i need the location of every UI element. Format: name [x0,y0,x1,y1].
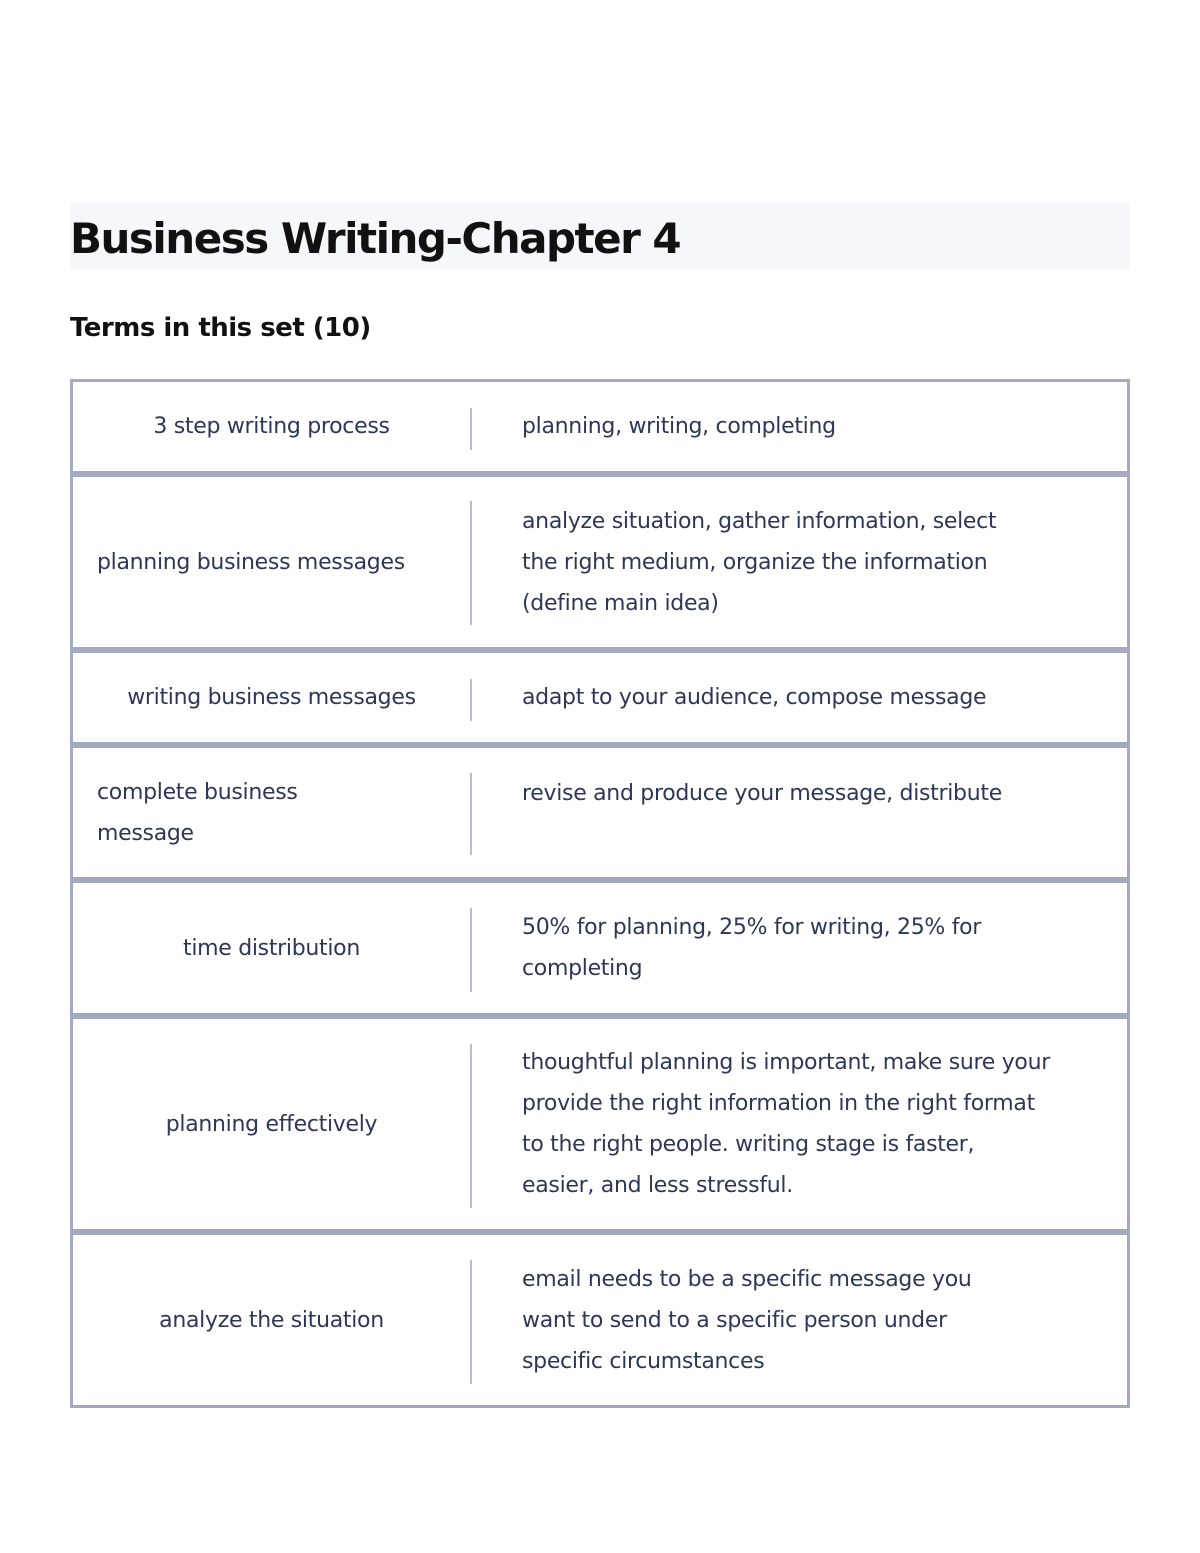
definition-text: email needs to be a specific message you want to send to a specific person under specific circumstances [522,1266,972,1374]
term-row [70,745,1130,880]
term-text: time distribution [183,935,360,961]
term-row [70,650,1130,745]
set-count-heading: Terms in this set (10) [70,313,371,343]
term-row [70,1232,1130,1408]
term-text: analyze the situation [159,1307,384,1333]
term-text: writing business messages [127,685,416,710]
row-divider [470,908,472,992]
term-text: complete business message [97,779,298,846]
definition-text: thoughtful planning is important, make sure your provide the right information in the right format to the right people. writing stage is faster, easier, and less stressful. [522,1050,1050,1198]
term-row [70,379,1130,474]
row-divider [470,1260,472,1384]
term-text: 3 step writing process [153,414,390,439]
term-row [70,880,1130,1016]
title-bar [70,203,1130,269]
row-divider [470,773,472,855]
row-divider [470,1044,472,1208]
term-text: planning business messages [97,549,405,575]
row-divider [470,679,472,721]
term-text: planning effectively [165,1111,378,1137]
terms-list [70,379,1130,1408]
row-divider [470,408,472,450]
page-title: Business Writing-Chapter 4 [70,214,681,263]
definition-text: analyze situation, gather information, select the right medium, organize the information (define main idea) [522,508,997,616]
row-divider [470,501,472,625]
term-row [70,474,1130,650]
definition-text: 50% for planning, 25% for writing, 25% for completing [522,915,982,981]
definition-text: adapt to your audience, compose message [522,685,987,710]
term-row [70,1016,1130,1232]
definition-text: planning, writing, completing [522,414,836,439]
definition-text: revise and produce your message, distribute [522,781,1002,806]
